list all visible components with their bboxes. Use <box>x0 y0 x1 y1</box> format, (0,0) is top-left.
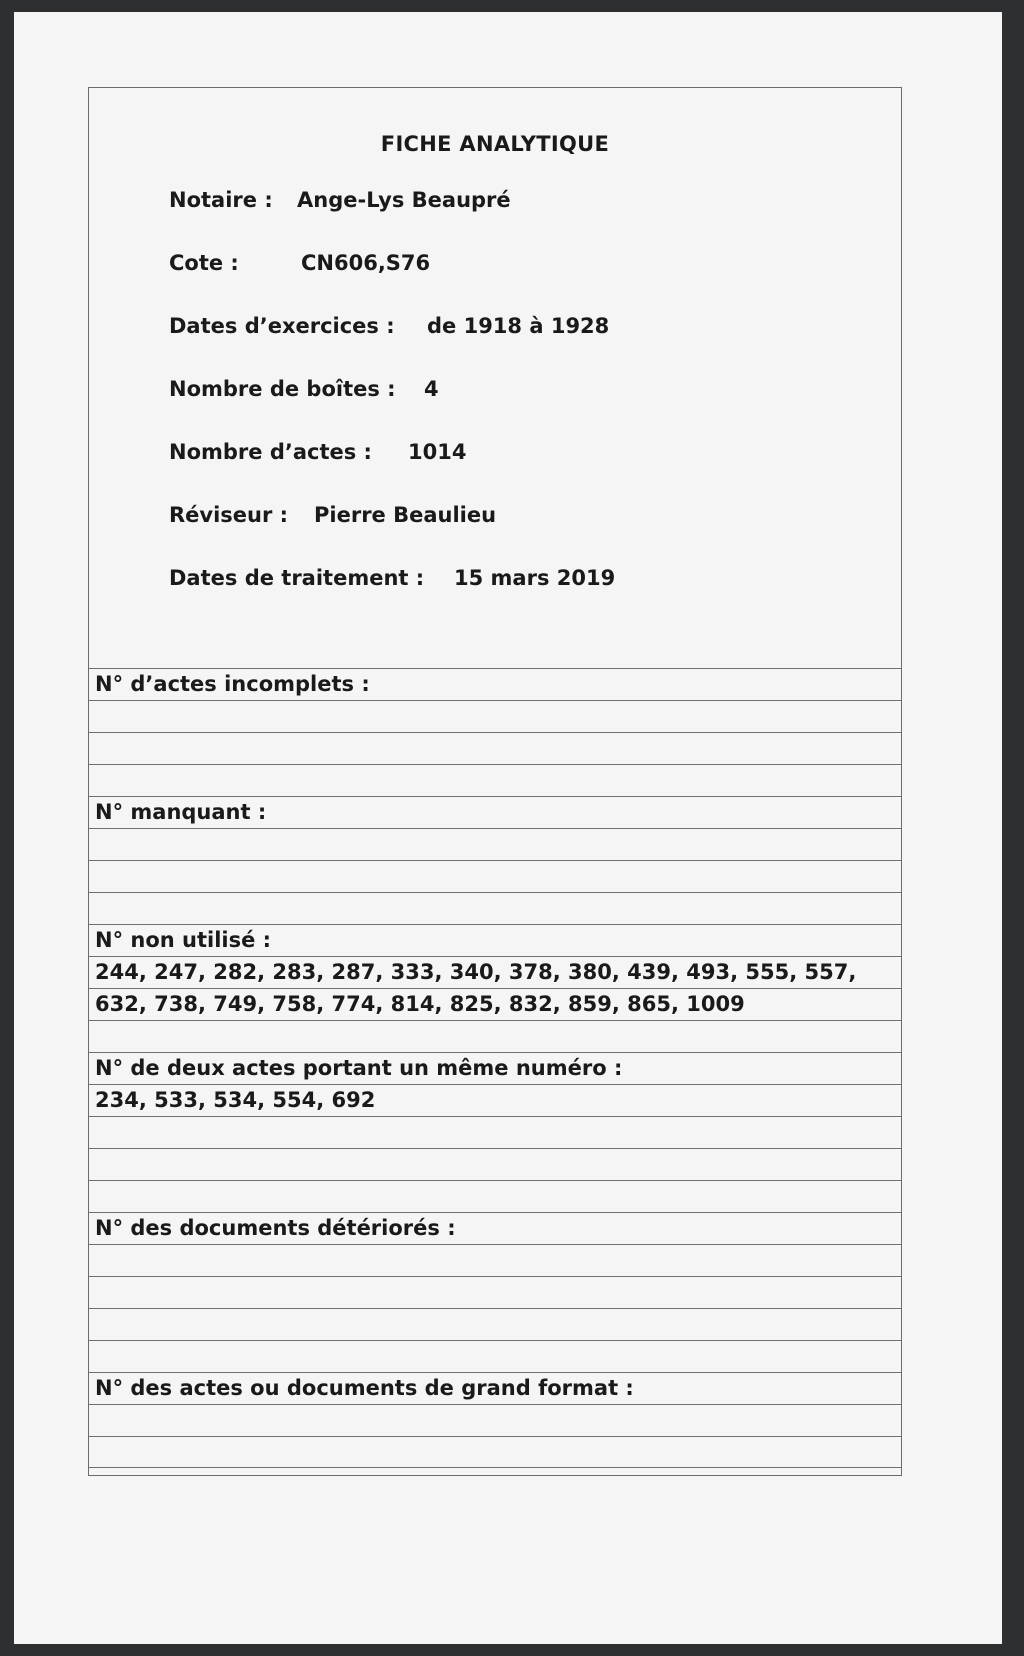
field-value: CN606,S76 <box>301 251 431 275</box>
blank-row <box>89 860 901 892</box>
blank-row <box>89 1116 901 1148</box>
field-cote <box>169 251 431 275</box>
field-notaire <box>169 188 511 212</box>
blank-row <box>89 892 901 924</box>
field-dates-exercices <box>169 314 610 338</box>
blank-row <box>89 1244 901 1276</box>
ruled-table <box>89 668 901 1468</box>
blank-row <box>89 1148 901 1180</box>
blank-row <box>89 732 901 764</box>
field-value: de 1918 à 1928 <box>427 314 610 338</box>
blank-row <box>89 1180 901 1212</box>
section-deteriores-heading: N° des documents détériorés : <box>89 1212 901 1244</box>
field-value: Ange-Lys Beaupré <box>297 188 511 212</box>
non-utilise-line: 632, 738, 749, 758, 774, 814, 825, 832, 859, 865, 1009 <box>89 988 901 1020</box>
blank-row <box>89 1436 901 1468</box>
field-label: Dates d’exercices : <box>169 314 395 338</box>
section-incomplets-heading: N° d’actes incomplets : <box>89 668 901 700</box>
form-frame <box>88 87 902 1476</box>
blank-row <box>89 1404 901 1436</box>
field-label: Cote : <box>169 251 239 275</box>
form-title: FICHE ANALYTIQUE <box>380 132 610 156</box>
blank-row <box>89 1020 901 1052</box>
non-utilise-line: 244, 247, 282, 283, 287, 333, 340, 378, 380, 439, 493, 555, 557, <box>89 956 901 988</box>
field-value: 4 <box>424 377 439 401</box>
deux-actes-line: 234, 533, 534, 554, 692 <box>89 1084 901 1116</box>
field-dates-traitement <box>169 566 616 590</box>
blank-row <box>89 828 901 860</box>
field-value: 1014 <box>408 440 467 464</box>
field-label: Notaire : <box>169 188 273 212</box>
field-value: Pierre Beaulieu <box>314 503 497 527</box>
section-deux-actes-heading: N° de deux actes portant un même numéro : <box>89 1052 901 1084</box>
blank-row <box>89 1308 901 1340</box>
section-manquant-heading: N° manquant : <box>89 796 901 828</box>
blank-row <box>89 764 901 796</box>
field-nombre-actes <box>169 440 467 464</box>
field-value: 15 mars 2019 <box>454 566 616 590</box>
field-label: Réviseur : <box>169 503 289 527</box>
field-label: Dates de traitement : <box>169 566 425 590</box>
field-reviseur <box>169 503 497 527</box>
field-label: Nombre d’actes : <box>169 440 372 464</box>
field-nombre-boites <box>169 377 439 401</box>
document-page <box>14 12 1002 1644</box>
section-non-utilise-heading: N° non utilisé : <box>89 924 901 956</box>
field-label: Nombre de boîtes : <box>169 377 396 401</box>
section-grand-format-heading: N° des actes ou documents de grand format : <box>89 1372 901 1404</box>
blank-row <box>89 1340 901 1372</box>
blank-row <box>89 700 901 732</box>
blank-row <box>89 1276 901 1308</box>
